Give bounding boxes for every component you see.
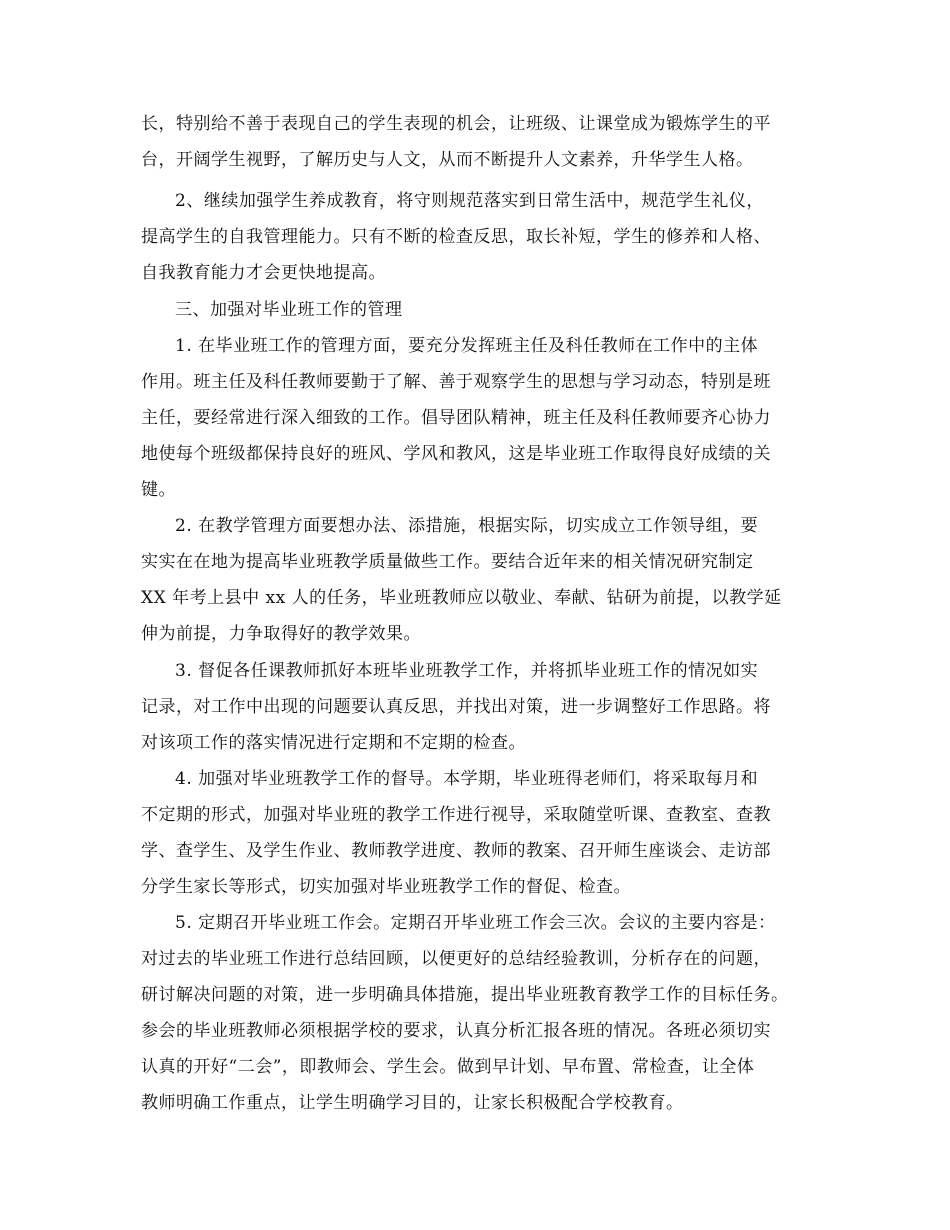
- text-line: XX 年考上县中 xx 人的任务，毕业班教师应以敬业、奉献、钻研为前提，以教学延: [141, 588, 782, 608]
- text-line: 伸为前提，力争取得好的教学效果。: [141, 624, 421, 644]
- text-line: 地使每个班级都保持良好的班风、学风和教风，这是毕业班工作取得良好成绩的关: [141, 444, 771, 464]
- text-line: 研讨解决问题的对策，进一步明确具体措施，提出毕业班教育教学工作的目标任务。: [141, 985, 789, 1005]
- text-line: 对过去的毕业班工作进行总结回顾，以便更好的总结经验教训，分析存在的问题，: [141, 949, 771, 969]
- text-line: 4. 加强对毕业班教学工作的督导。本学期，毕业班得老师们，将采取每月和: [175, 769, 759, 789]
- text-line: 记录，对工作中出现的问题要认真反思，并找出对策，进一步调整好工作思路。将: [141, 697, 771, 717]
- text-line: 自我教育能力才会更快地提高。: [141, 263, 386, 283]
- text-line: 对该项工作的落实情况进行定期和不定期的检查。: [141, 733, 526, 753]
- text-line: 不定期的形式，加强对毕业班的教学工作进行视导，采取随堂听课、查教室、查教: [141, 805, 771, 825]
- section-heading: 三、加强对毕业班工作的管理: [175, 300, 403, 320]
- text-line: 1. 在毕业班工作的管理方面，要充分发挥班主任及科任教师在工作中的主体: [175, 336, 759, 356]
- text-line: 2、继续加强学生养成教育，将守则规范落实到日常生活中，规范学生礼仪，: [175, 191, 764, 211]
- text-line: 实实在在地为提高毕业班教学质量做些工作。要结合近年来的相关情况研究制定: [141, 552, 754, 572]
- text-line: 分学生家长等形式，切实加强对毕业班教学工作的督促、检查。: [141, 877, 631, 897]
- text-line: 参会的毕业班教师必须根据学校的要求，认真分析汇报各班的情况。各班必须切实: [141, 1021, 771, 1041]
- text-line: 台，开阔学生视野，了解历史与人文，从而不断提升人文素养，升华学生人格。: [141, 150, 754, 170]
- text-line: 学、查学生、及学生作业、教师教学进度、教师的教案、召开师生座谈会、走访部: [141, 841, 771, 861]
- text-line: 作用。班主任及科任教师要勤于了解、善于观察学生的思想与学习动态，特别是班: [141, 372, 771, 392]
- text-line: 键。: [141, 480, 176, 500]
- text-line: 教师明确工作重点，让学生明确学习目的，让家长积极配合学校教育。: [141, 1093, 684, 1113]
- text-line: 5. 定期召开毕业班工作会。定期召开毕业班工作会三次。会议的主要内容是：: [175, 913, 776, 933]
- text-line: 认真的开好“二会”，即教师会、学生会。做到早计划、早布置、常检查，让全体: [141, 1057, 755, 1077]
- text-line: 2. 在教学管理方面要想办法、添措施，根据实际，切实成立工作领导组，要: [175, 516, 759, 536]
- text-line: 3. 督促各任课教师抓好本班毕业班教学工作，并将抓毕业班工作的情况如实: [175, 661, 759, 681]
- text-line: 提高学生的自我管理能力。只有不断的检查反思，取长补短，学生的修养和人格、: [141, 227, 771, 247]
- text-line: 主任，要经常进行深入细致的工作。倡导团队精神，班主任及科任教师要齐心协力: [141, 408, 771, 428]
- text-line: 长，特别给不善于表现自己的学生表现的机会，让班级、让课堂成为锻炼学生的平: [141, 114, 771, 134]
